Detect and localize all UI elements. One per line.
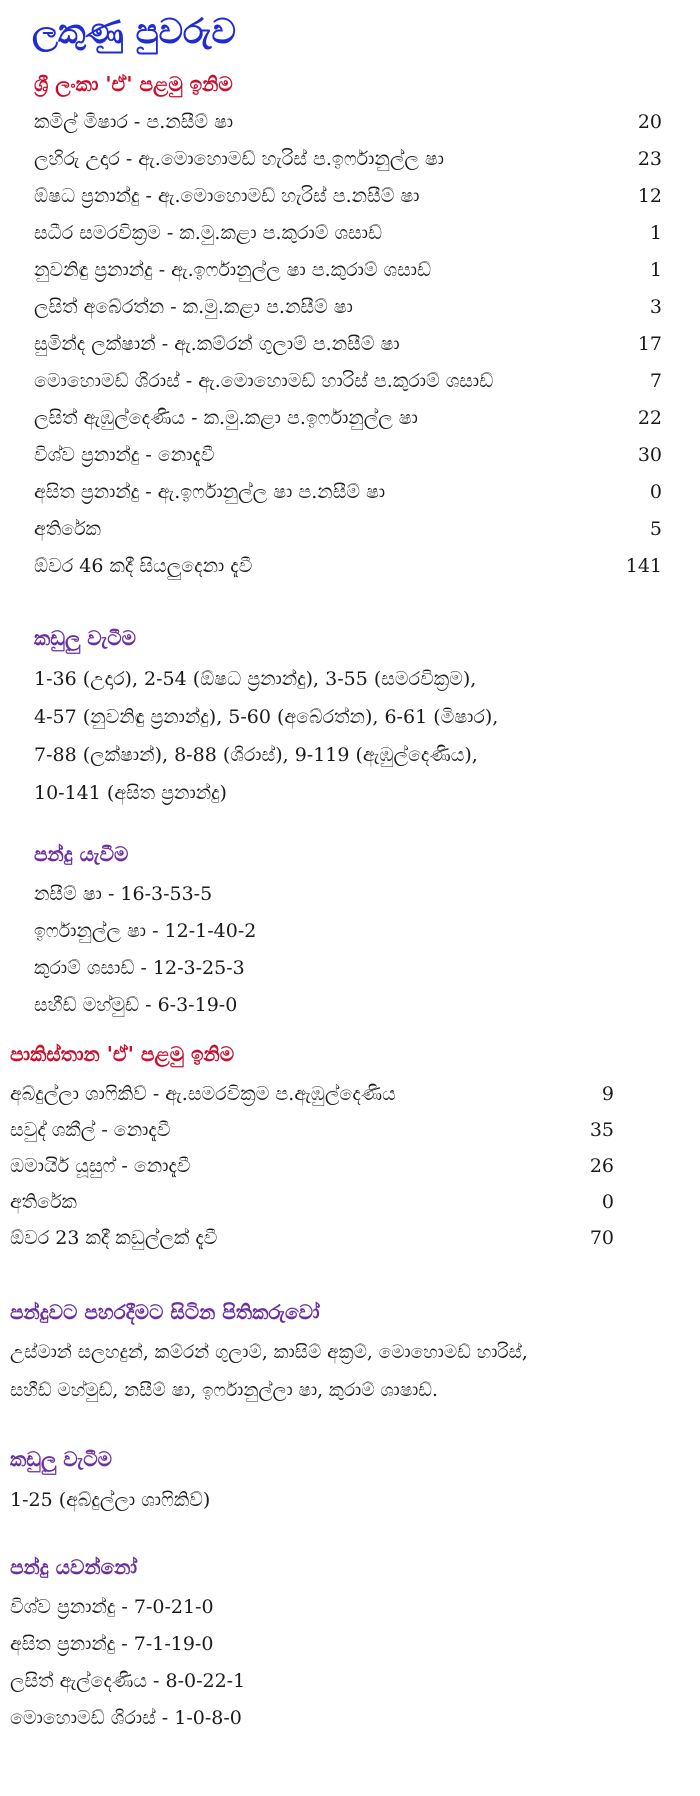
- dnb-line: සහීඩ් මහ්මුඩ්, නසීම් ෂා, ඉර්ෆානුල්ලා ෂා, කුරාම් ශාෂාඩ්.: [10, 1380, 438, 1401]
- fow-line: 4-57 (නුවනිඳු ප්‍රනාන්දු), 5-60 (අබේරත්න), 6-61 (මිෂාර),: [34, 706, 499, 728]
- sl-innings-heading: ශ්‍රී ලංකා 'ඒ' පළමු ඉනිම: [34, 72, 233, 96]
- batter-name: ලහිරු උදාර - ඇ.මොහොමඩ් හැරිස් ප.ඉර්ෆානුල්ල ෂා: [34, 148, 444, 170]
- batting-row: [34, 178, 662, 214]
- pak-dnb-text: [10, 1334, 528, 1410]
- pak-bowling-list: [10, 1589, 245, 1737]
- pak-fow-text: [10, 1481, 210, 1519]
- batter-name: කමිල් මිෂාර - ප.නසීම් ෂා: [34, 111, 234, 133]
- fow-line: 1-25 (අබ්දුල්ලා ශාෆිකිව්): [10, 1489, 211, 1511]
- batter-runs: 1: [649, 259, 662, 281]
- batter-name: ඕෂධ ප්‍රනාන්දු - ඇ.මොහොමඩ් හැරිස් ප.නසීම් ෂා: [34, 185, 420, 207]
- batter-runs: 35: [589, 1119, 614, 1141]
- batting-row: [34, 215, 662, 251]
- batter-name: අසිත ප්‍රනාන්දු - ඇ.ඉර්ෆානුල්ල ෂා ප.නසීම් ෂා: [34, 481, 386, 503]
- sl-fow-heading: කඩුලු වැටීම: [34, 626, 137, 650]
- extras-row: [10, 1184, 614, 1220]
- extras-runs: 0: [601, 1191, 614, 1213]
- total-label: ඕවර 46 කදී සියලුදෙනා දැවී: [34, 555, 253, 577]
- sl-bowling-heading: පන්දු යැවීම: [34, 842, 129, 866]
- batting-row: [34, 437, 662, 473]
- bowler-figures: නසීම් ෂා - 16-3-53-5: [34, 883, 213, 905]
- batter-name: ඔමායිර් යූසුෆ් - නොදැවී: [10, 1155, 191, 1177]
- batter-runs: 20: [637, 111, 662, 133]
- batter-name: මොහොමඩ් ශිරාස් - ඇ.මොහොමඩ් හාරිස් ප.කුරාම් ශසාඩ්: [34, 370, 494, 392]
- bowler-figures: සහීඩ් මහ්මුඩ් - 6-3-19-0: [34, 994, 238, 1016]
- pak-innings-heading: පාකිස්තාන 'ඒ' පළමු ඉනිම: [10, 1042, 235, 1066]
- fow-line: 7-88 (ලක්ෂාන්), 8-88 (ශිරාස්), 9-119 (ඇඹුල්දෙණිය),: [34, 744, 478, 766]
- batter-name: අබ්දුල්ලා ශාෆිකිව් - ඇ.සමරවික්‍රම ප.ඇඹුල්දෙණිය: [10, 1083, 396, 1105]
- batter-runs: 9: [601, 1083, 614, 1105]
- batter-name: ලසිත් අබේරත්න - ක.මු.කළා ප.නසීම් ෂා: [34, 296, 353, 318]
- batter-runs: 1: [649, 222, 662, 244]
- extras-label: අතිරේක: [10, 1191, 77, 1213]
- batting-row: [34, 400, 662, 436]
- total-row: [10, 1220, 614, 1256]
- batter-runs: 22: [637, 407, 662, 429]
- fow-line: 1-36 (උදාර), 2-54 (ඕෂධ ප්‍රනාන්දු), 3-55 (සමරවික්‍රම),: [34, 668, 477, 690]
- bowler-figures: මොහොමඩ් ශිරාස් - 1-0-8-0: [10, 1707, 242, 1729]
- batter-name: නුවනිඳු ප්‍රනාන්දු - ඇ.ඉර්ෆානුල්ල ෂා ප.කුරාම් ශසාඩ්: [34, 259, 432, 281]
- bowler-figures: අසිත ප්‍රනාන්දු - 7-1-19-0: [10, 1633, 214, 1655]
- batting-row: [10, 1148, 614, 1184]
- batter-runs: 23: [637, 148, 662, 170]
- dnb-line: උස්මාන් සලහදුන්, කම්රන් ගුලාම්, කාසිම් අක්‍රම්, මොහොමඩ් හාරිස්,: [10, 1342, 528, 1363]
- pak-dnb-heading: පන්දුවට පහරදීමට සිටින පිතිකරුවෝ: [10, 1300, 320, 1324]
- batting-row: [34, 474, 662, 510]
- batting-row: [34, 141, 662, 177]
- total-label: ඕවර 23 කදී කඩුල්ලක් දැවී: [10, 1227, 218, 1249]
- batter-name: විශ්ව ප්‍රනාන්දු - නොදැවී: [34, 444, 215, 466]
- batter-runs: 12: [637, 185, 662, 207]
- batting-row: [34, 326, 662, 362]
- bowler-figures: විශ්ව ප්‍රනාන්දු - 7-0-21-0: [10, 1596, 214, 1618]
- bowler-figures: ඉර්ෆානුල්ල ෂා - 12-1-40-2: [34, 920, 257, 942]
- batter-runs: 26: [589, 1155, 614, 1177]
- batter-runs: 30: [637, 444, 662, 466]
- batting-row: [34, 104, 662, 140]
- extras-label: අතිරේක: [34, 518, 101, 540]
- bowler-figures: ලසිත් ඇල්දෙණිය - 8-0-22-1: [10, 1670, 246, 1692]
- batter-runs: 7: [649, 370, 662, 392]
- batting-row: [10, 1076, 614, 1112]
- batter-runs: 0: [649, 481, 662, 503]
- batter-name: සවුද් ශකීල් - නොදැවී: [10, 1119, 171, 1141]
- pak-fow-heading: කඩුලු වැටීම: [10, 1447, 113, 1471]
- extras-row: [34, 511, 662, 547]
- batter-name: ලසිත් ඇඹුල්දෙණිය - ක.මු.කළා ප.ඉර්ෆානුල්ල ෂා: [34, 407, 418, 429]
- page-title: ලකුණු පුවරුව: [32, 12, 236, 52]
- fow-line: 10-141 (අසිත ප්‍රනාන්දු): [34, 782, 227, 804]
- sl-bowling-list: [34, 876, 256, 1024]
- batter-runs: 17: [637, 333, 662, 355]
- batting-row: [10, 1112, 614, 1148]
- batting-row: [34, 363, 662, 399]
- total-runs: 70: [589, 1227, 614, 1249]
- pak-bowling-heading: පන්දු යවන්නෝ: [10, 1555, 138, 1579]
- batting-row: [34, 252, 662, 288]
- total-row: [34, 548, 662, 584]
- batter-name: සධීර සමරවික්‍රම - ක.මු.කළා ප.කුරාම් ශසාඩ්: [34, 222, 383, 244]
- batter-runs: 3: [649, 296, 662, 318]
- batting-row: [34, 289, 662, 325]
- sl-fow-text: [34, 660, 498, 812]
- batter-name: සුමින්ද ලක්ෂාන් - ඇ.කම්රන් ගුලාම් ප.නසීම් ෂා: [34, 333, 400, 355]
- total-runs: 141: [625, 555, 662, 577]
- bowler-figures: කුරාම් ශසාඩ් - 12-3-25-3: [34, 957, 245, 979]
- extras-runs: 5: [649, 518, 662, 540]
